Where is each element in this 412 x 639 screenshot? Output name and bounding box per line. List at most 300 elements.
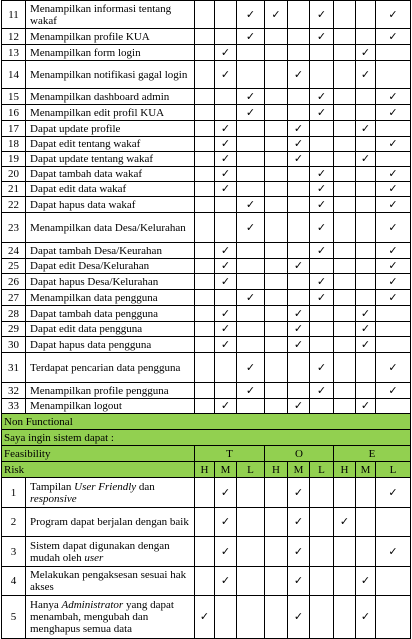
row-number: 14 [2,61,26,89]
check-mark-icon: ✓ [220,46,231,59]
requirement-description [26,508,195,537]
check-mark-icon: ✓ [388,106,398,119]
rating-cell [195,137,215,152]
rating-cell [356,290,376,306]
check-mark-icon: ✓ [388,244,398,257]
rating-cell [237,259,265,274]
description-text: Melakukan pengaksesan sesuai hak akses [30,569,187,593]
rating-cell [376,182,411,197]
rating-cell [310,290,334,306]
row-number: 30 [2,337,26,353]
row-number: 20 [2,167,26,182]
rating-cell [310,167,334,182]
rating-cell [376,322,411,337]
rating-cell [334,45,356,61]
rating-cell [288,152,310,167]
feasibility-group-row [2,446,411,462]
check-mark-icon: ✓ [316,291,327,304]
rating-cell [288,197,310,213]
rating-cell [356,383,376,399]
rating-cell [376,213,411,243]
check-mark-icon: ✓ [245,90,256,103]
rating-cell [237,89,265,105]
requirement-description: Dapat edit Desa/Kelurahan [26,259,195,274]
non-functional-title-row [2,414,411,430]
rating-cell [195,167,215,182]
rating-cell [310,1,334,29]
rating-cell [288,596,310,639]
check-mark-icon: ✓ [360,68,371,81]
rating-cell [215,274,237,290]
rating-cell [215,322,237,337]
rating-cell [334,213,356,243]
check-mark-icon: ✓ [316,8,327,21]
level-header: H [195,462,215,478]
row-number: 25 [2,259,26,274]
row-number: 2 [2,508,26,537]
rating-cell [310,29,334,45]
non-functional-header [2,414,411,478]
rating-cell [237,306,265,322]
rating-cell [265,197,288,213]
rating-cell [376,61,411,89]
requirement-description: Dapat tambah Desa/Keurahan [26,243,195,259]
rating-cell [265,243,288,259]
rating-cell [334,567,356,596]
rating-cell [265,137,288,152]
rating-cell [265,537,288,567]
rating-cell [215,383,237,399]
check-mark-icon: ✓ [388,545,398,558]
row-number: 21 [2,182,26,197]
rating-cell [334,259,356,274]
rating-cell [195,259,215,274]
rating-cell [265,121,288,137]
check-mark-icon: ✓ [293,122,304,135]
row-number: 31 [2,353,26,383]
rating-cell [356,89,376,105]
rating-cell [310,182,334,197]
rating-cell [288,353,310,383]
check-mark-icon: ✓ [360,338,371,351]
italic-term: Administrator [61,599,124,611]
rating-cell [265,478,288,508]
rating-cell [288,105,310,121]
requirement-description [26,478,195,508]
rating-cell [376,478,411,508]
rating-cell [288,243,310,259]
rating-cell [334,167,356,182]
rating-cell [265,567,288,596]
rating-cell [288,337,310,353]
rating-cell [237,197,265,213]
rating-cell [376,137,411,152]
rating-cell [195,399,215,414]
rating-cell [237,213,265,243]
rating-cell [334,383,356,399]
rating-cell [310,537,334,567]
rating-cell [334,61,356,89]
rating-cell [237,137,265,152]
rating-cell [237,478,265,508]
rating-cell [288,45,310,61]
rating-cell [195,152,215,167]
requirement-description: Dapat edit data wakaf [26,182,195,197]
description-text: yang dapat menambah, mengubah dan menghapus semua data [30,599,174,635]
rating-cell [265,167,288,182]
functional-row [2,61,411,89]
rating-cell [288,383,310,399]
check-mark-icon: ✓ [339,516,350,528]
rating-cell [356,152,376,167]
row-number: 24 [2,243,26,259]
check-mark-icon: ✓ [271,8,281,21]
requirement-description: Menampilkan edit profil KUA [26,105,195,121]
functional-row [2,337,411,353]
rating-cell [310,105,334,121]
requirement-description [26,596,195,639]
group-header-o: O [265,446,334,462]
rating-cell [288,306,310,322]
rating-cell [195,274,215,290]
rating-cell [356,306,376,322]
rating-cell [334,152,356,167]
rating-cell [237,337,265,353]
functional-row [2,89,411,105]
row-number: 1 [2,478,26,508]
rating-cell [288,274,310,290]
rating-cell [376,353,411,383]
rating-cell [334,399,356,414]
check-mark-icon: ✓ [360,575,371,587]
rating-cell [265,383,288,399]
rating-cell [310,45,334,61]
rating-cell [265,259,288,274]
functional-row [2,182,411,197]
rating-cell [310,478,334,508]
rating-cell [215,306,237,322]
rating-cell [237,567,265,596]
check-mark-icon: ✓ [293,611,304,623]
rating-cell [334,1,356,29]
check-mark-icon: ✓ [360,307,371,320]
rating-cell [195,45,215,61]
functional-row [2,105,411,121]
row-number: 33 [2,399,26,414]
rating-cell [310,197,334,213]
functional-row [2,213,411,243]
rating-cell [265,337,288,353]
rating-cell [237,167,265,182]
rating-cell [376,89,411,105]
rating-cell [334,353,356,383]
rating-cell [237,29,265,45]
rating-cell [237,383,265,399]
rating-cell [356,508,376,537]
description-text: dan [136,480,155,493]
rating-cell [310,596,334,639]
rating-cell [215,259,237,274]
rating-cell [215,45,237,61]
rating-cell [195,89,215,105]
check-mark-icon: ✓ [316,183,327,195]
rating-cell [265,89,288,105]
rating-cell [265,353,288,383]
feasibility-table [1,0,411,639]
rating-cell [356,243,376,259]
rating-cell [334,137,356,152]
rating-cell [376,537,411,567]
rating-cell [288,290,310,306]
functional-row [2,167,411,182]
rating-cell [310,274,334,290]
rating-cell [356,105,376,121]
check-mark-icon: ✓ [360,122,371,135]
rating-cell [376,567,411,596]
rating-cell [288,259,310,274]
check-mark-icon: ✓ [388,198,398,211]
rating-cell [265,182,288,197]
check-mark-icon: ✓ [388,138,398,150]
rating-cell [310,383,334,399]
rating-cell [195,596,215,639]
check-mark-icon: ✓ [316,168,327,180]
rating-cell [265,290,288,306]
rating-cell [288,61,310,89]
check-mark-icon: ✓ [220,275,231,288]
check-mark-icon: ✓ [293,400,304,412]
check-mark-icon: ✓ [220,138,231,150]
row-number: 13 [2,45,26,61]
rating-cell [310,322,334,337]
rating-cell [237,121,265,137]
row-number: 28 [2,306,26,322]
rating-cell [195,61,215,89]
rating-cell [195,383,215,399]
requirement-description: Menampilkan dashboard admin [26,89,195,105]
check-mark-icon: ✓ [245,106,256,119]
rating-cell [237,596,265,639]
row-number: 26 [2,274,26,290]
intro-label: Saya ingin sistem dapat : [2,430,411,446]
row-number: 17 [2,121,26,137]
rating-cell [334,89,356,105]
check-mark-icon: ✓ [293,545,304,558]
requirement-description: Dapat tambah data pengguna [26,306,195,322]
rating-cell [215,197,237,213]
check-mark-icon: ✓ [220,516,231,528]
check-mark-icon: ✓ [245,221,256,234]
rating-cell [237,243,265,259]
rating-cell [215,508,237,537]
check-mark-icon: ✓ [293,260,304,272]
intro-row [2,430,411,446]
rating-cell [310,152,334,167]
nonfunctional-row [2,567,411,596]
group-header-e: E [334,446,411,462]
level-header: L [310,462,334,478]
rating-cell [288,89,310,105]
rating-cell [237,508,265,537]
check-mark-icon: ✓ [293,153,304,165]
check-mark-icon: ✓ [293,138,304,150]
check-mark-icon: ✓ [388,260,398,272]
rating-cell [356,478,376,508]
rating-cell [265,152,288,167]
check-mark-icon: ✓ [388,8,398,21]
row-number: 18 [2,137,26,152]
check-mark-icon: ✓ [199,611,210,623]
level-header: L [376,462,411,478]
rating-cell [376,29,411,45]
row-number: 16 [2,105,26,121]
rating-cell [265,508,288,537]
rating-cell [356,353,376,383]
rating-cell [310,337,334,353]
check-mark-icon: ✓ [220,122,231,135]
rating-cell [215,29,237,45]
rating-cell [376,596,411,639]
rating-cell [356,213,376,243]
rating-cell [288,121,310,137]
rating-cell [376,337,411,353]
rating-cell [334,596,356,639]
rating-cell [195,567,215,596]
check-mark-icon: ✓ [388,291,398,304]
rating-cell [356,259,376,274]
check-mark-icon: ✓ [293,338,304,351]
nonfunctional-row [2,537,411,567]
rating-cell [195,537,215,567]
row-number: 15 [2,89,26,105]
rating-cell [334,322,356,337]
check-mark-icon: ✓ [220,323,231,335]
nonfunctional-row [2,478,411,508]
rating-cell [310,306,334,322]
rating-cell [288,29,310,45]
functional-row [2,290,411,306]
functional-row [2,197,411,213]
requirement-description [26,537,195,567]
check-mark-icon: ✓ [388,168,398,180]
check-mark-icon: ✓ [245,384,256,397]
rating-cell [237,182,265,197]
row-number: 11 [2,1,26,29]
rating-cell [310,567,334,596]
italic-term: responsive [30,492,77,505]
rating-cell [334,121,356,137]
rating-cell [310,89,334,105]
rating-cell [310,61,334,89]
functional-row [2,45,411,61]
rating-cell [195,290,215,306]
rating-cell [310,399,334,414]
check-mark-icon: ✓ [388,486,398,499]
rating-cell [195,353,215,383]
rating-cell [237,322,265,337]
functional-requirements-body [2,1,411,414]
check-mark-icon: ✓ [316,30,327,43]
rating-cell [288,1,310,29]
check-mark-icon: ✓ [360,153,371,165]
rating-cell [195,105,215,121]
check-mark-icon: ✓ [293,68,304,81]
rating-cell [376,1,411,29]
rating-cell [376,306,411,322]
row-number: 3 [2,537,26,567]
row-number: 29 [2,322,26,337]
rating-cell [195,478,215,508]
check-mark-icon: ✓ [220,338,231,351]
non-functional-label: Non Functional [2,414,411,430]
rating-cell [237,290,265,306]
nonfunctional-row [2,596,411,639]
rating-cell [215,182,237,197]
rating-cell [334,478,356,508]
rating-cell [376,399,411,414]
rating-cell [376,290,411,306]
check-mark-icon: ✓ [293,486,304,499]
check-mark-icon: ✓ [360,611,371,623]
rating-cell [195,29,215,45]
rating-cell [265,213,288,243]
rating-cell [237,537,265,567]
rating-cell [195,197,215,213]
rating-cell [356,29,376,45]
check-mark-icon: ✓ [316,106,327,119]
rating-cell [288,182,310,197]
rating-cell [265,399,288,414]
rating-cell [215,167,237,182]
rating-cell [215,152,237,167]
rating-cell [215,243,237,259]
requirement-description: Dapat hapus Desa/Kelurahan [26,274,195,290]
rating-cell [288,478,310,508]
check-mark-icon: ✓ [316,384,327,397]
rating-cell [215,89,237,105]
functional-row [2,306,411,322]
check-mark-icon: ✓ [316,361,327,374]
check-mark-icon: ✓ [245,30,256,43]
requirement-description: Menampilkan data Desa/Kelurahan [26,213,195,243]
rating-cell [356,1,376,29]
rating-cell [334,306,356,322]
check-mark-icon: ✓ [388,90,398,103]
rating-cell [215,105,237,121]
rating-cell [288,322,310,337]
rating-cell [265,45,288,61]
rating-cell [265,306,288,322]
rating-cell [215,567,237,596]
rating-cell [195,306,215,322]
check-mark-icon: ✓ [220,168,231,180]
row-number: 4 [2,567,26,596]
description-text: Tampilan [30,480,75,493]
requirement-description: Terdapat pencarian data pengguna [26,353,195,383]
rating-cell [288,567,310,596]
check-mark-icon: ✓ [220,244,231,257]
check-mark-icon: ✓ [220,153,231,165]
level-header: L [237,462,265,478]
rating-cell [237,353,265,383]
functional-row [2,137,411,152]
rating-cell [334,29,356,45]
requirement-description: Dapat edit tentang wakaf [26,137,195,152]
rating-cell [356,137,376,152]
level-header: M [356,462,376,478]
functional-row [2,1,411,29]
requirement-description: Dapat tambah data wakaf [26,167,195,182]
